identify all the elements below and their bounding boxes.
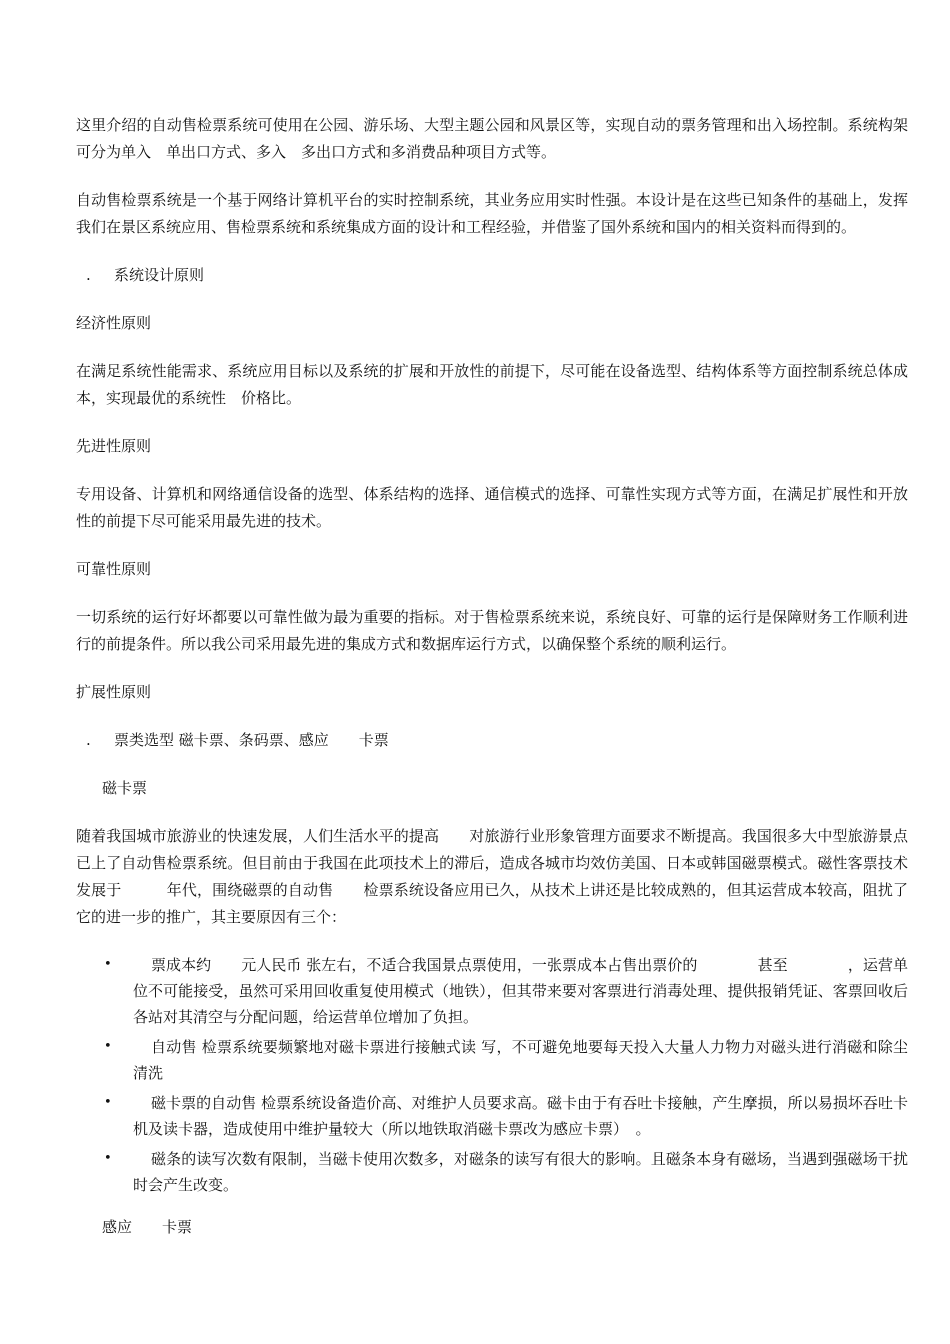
intro-paragraph-1: 这里介绍的自动售检票系统可使用在公园、游乐场、大型主题公园和风景区等，实现自动的票务管理和出入场控制。系统构架可分为单入 单出口方式、多入 多出口方式和多消费品种项目方式等。 bbox=[76, 116, 908, 161]
heading-inductive-card: 感应 卡票 bbox=[102, 1218, 193, 1236]
section-title: 票类选型 磁卡票、条码票、感应 卡票 bbox=[114, 731, 389, 749]
paragraph-advanced: 专用设备、计算机和网络通信设备的选型、体系结构的选择、通信模式的选择、可靠性实现方式等方面，在满足扩展性和开放性的前提下尽可能采用最先进的技术。 bbox=[76, 485, 908, 530]
list-item-text: 磁卡票的自动售 检票系统设备造价高、对维护人员要求高。磁卡由于有吞吐卡接触，产生摩损，所以易损坏吞吐卡机及读卡器，造成使用中维护量较大（所以地铁取消磁卡票改为感应卡票） 。 bbox=[133, 1094, 908, 1138]
section-number: . bbox=[86, 266, 91, 284]
paragraph-magnetic-card: 随着我国城市旅游业的快速发展，人们生活水平的提高 对旅游行业形象管理方面要求不断提高。我国很多大中型旅游景点已上了自动售检票系统。但目前由于我国在此项技术上的滞后，造成各城市均效仿美国、日本或韩国磁票模式。磁性客票技术发展于 年代，围绕磁票的自动售 检票系统设备应用已久，从技术上讲还是比较成熟的，但其运营成本较高，阻扰了它的进一步的推广，其主要原因有三个： bbox=[76, 827, 908, 926]
list-item-text: 自动售 检票系统要频繁地对磁卡票进行接触式读 写，不可避免地要每天投入大量人力物力对磁头进行消磁和除尘清洗 bbox=[133, 1038, 908, 1082]
list-item bbox=[76, 1034, 908, 1086]
heading-extensibility: 扩展性原则 bbox=[76, 683, 152, 701]
list-item-text: 票成本约 元人民币 张左右，不适合我国景点票使用，一张票成本占售出票价的 甚至 ，运营单位不可能接受，虽然可采用回收重复使用模式（地铁），但其带来要对客票进行消毒处理、提供报销凭证、客票回收后各站对其清空与分配问题，给运营单位增加了负担。 bbox=[133, 956, 908, 1026]
section-title: 系统设计原则 bbox=[114, 266, 205, 284]
paragraph-economy: 在满足系统性能需求、系统应用目标以及系统的扩展和开放性的前提下，尽可能在设备选型、结构体系等方面控制系统总体成本，实现最优的系统性 价格比。 bbox=[76, 362, 908, 407]
magnetic-card-issues-list bbox=[76, 952, 908, 1198]
bullet-icon: • bbox=[104, 1039, 112, 1054]
heading-advanced: 先进性原则 bbox=[76, 437, 152, 455]
list-item bbox=[76, 1090, 908, 1142]
paragraph-reliability: 一切系统的运行好坏都要以可靠性做为最为重要的指标。对于售检票系统来说，系统良好、可靠的运行是保障财务工作顺利进行的前提条件。所以我公司采用最先进的集成方式和数据库运行方式，以确保整个系统的顺利运行。 bbox=[76, 608, 908, 653]
intro-paragraph-2: 自动售检票系统是一个基于网络计算机平台的实时控制系统，其业务应用实时性强。本设计是在这些已知条件的基础上，发挥我们在景区系统应用、售检票系统和系统集成方面的设计和工程经验，并借鉴了国外系统和国内的相关资料而得到的。 bbox=[76, 191, 908, 236]
list-item bbox=[76, 1146, 908, 1198]
bullet-icon: • bbox=[104, 957, 112, 972]
heading-magnetic-card: 磁卡票 bbox=[102, 779, 148, 797]
heading-economy: 经济性原则 bbox=[76, 314, 152, 332]
section-heading-design-principles bbox=[76, 262, 908, 289]
bullet-icon: • bbox=[104, 1095, 112, 1110]
heading-reliability: 可靠性原则 bbox=[76, 560, 152, 578]
document-page bbox=[76, 112, 908, 1262]
section-number: . bbox=[86, 731, 91, 749]
list-item-text: 磁条的读写次数有限制，当磁卡使用次数多，对磁条的读写有很大的影响。且磁条本身有磁场，当遇到强磁场干扰时会产生改变。 bbox=[133, 1150, 908, 1194]
section-heading-ticket-types bbox=[76, 727, 908, 754]
list-item bbox=[76, 952, 908, 1030]
bullet-icon: • bbox=[104, 1151, 112, 1166]
